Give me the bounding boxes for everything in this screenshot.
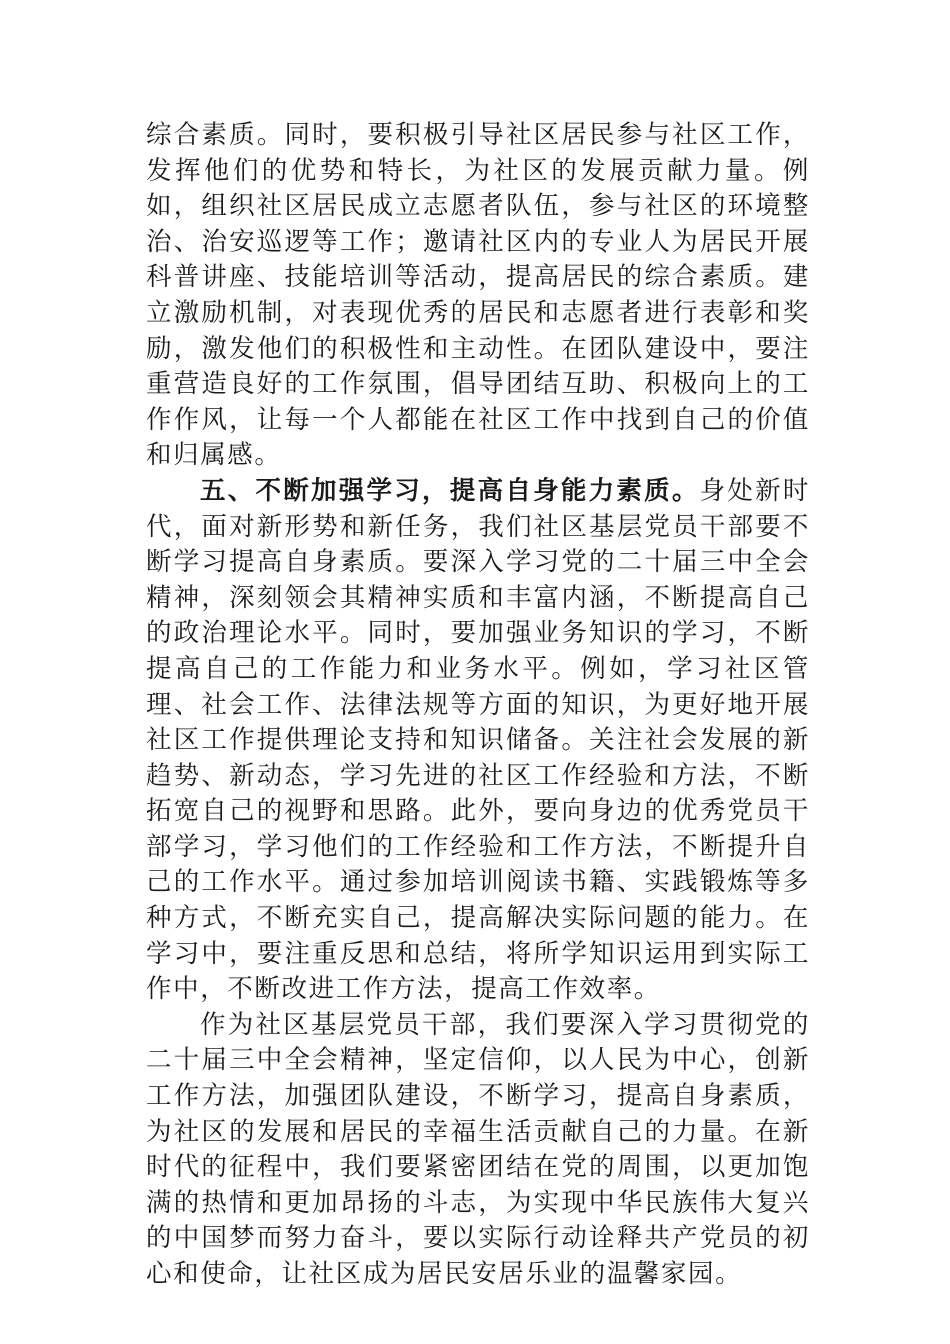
document-body (146, 118, 810, 1293)
section-body: 身处新时代，面对新形势和新任务，我们社区基层党员干部要不断学习提高自身素质。要深入学习党的二十届三中全会精神，深刻领会其精神实质和丰富内涵，不断提高自己的政治理论水平。同时，要加强业务知识的学习，不断提高自己的工作能力和业务水平。例如，学习社区管理、社会工作、法律法规等方面的知识，为更好地开展社区工作提供理论支持和知识储备。关注社会发展的新趋势、新动态，学习先进的社区工作经验和方法，不断拓宽自己的视野和思路。此外，要向身边的优秀党员干部学习，学习他们的工作经验和工作方法，不断提升自己的工作水平。通过参加培训阅读书籍、实践锻炼等多种方式，不断充实自己，提高解决实际问题的能力。在学习中，要注重反思和总结，将所学知识运用到实际工作中，不断改进工作方法，提高工作效率。 (146, 475, 810, 1005)
section-heading: 五、不断加强学习，提高自身能力素质。 (200, 475, 700, 506)
paragraph-section-five (146, 474, 810, 1008)
paragraph-conclusion: 作为社区基层党员干部，我们要深入学习贯彻党的二十届三中全会精神，坚定信仰，以人民为中心，创新工作方法，加强团队建设，不断学习，提高自身素质，为社区的发展和居民的幸福生活贡献自己的力量。在新时代的征程中，我们要紧密团结在党的周围，以更加饱满的热情和更加昂扬的斗志，为实现中华民族伟大复兴的中国梦而努力奋斗，要以实际行动诠释共产党员的初心和使命，让社区成为居民安居乐业的温馨家园。 (146, 1009, 810, 1289)
paragraph-continuation: 综合素质。同时，要积极引导社区居民参与社区工作，发挥他们的优势和特长，为社区的发展贡献力量。例如，组织社区居民成立志愿者队伍，参与社区的环境整治、治安巡逻等工作；邀请社区内的专业人为居民开展科普讲座、技能培训等活动，提高居民的综合素质。建立激励机制，对表现优秀的居民和志愿者进行表彰和奖励，激发他们的积极性和主动性。在团队建设中，要注重营造良好的工作氛围，倡导团结互助、积极向上的工作作风，让每一个人都能在社区工作中找到自己的价值和归属感。 (146, 120, 810, 471)
